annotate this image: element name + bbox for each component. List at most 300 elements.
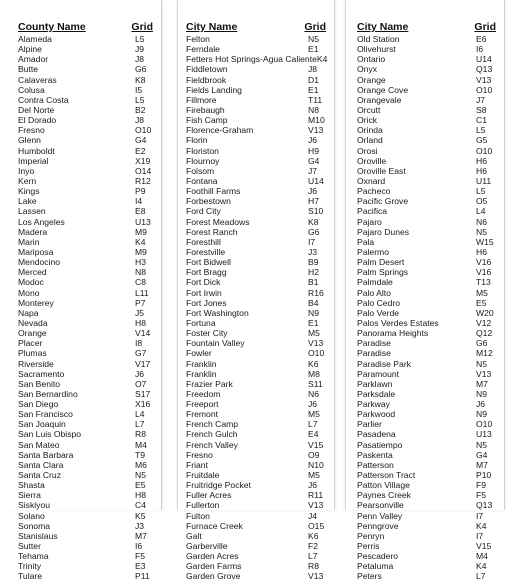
grid-ref: I7 xyxy=(476,510,484,521)
table-row xyxy=(186,490,326,500)
county-name-header: County Name xyxy=(18,21,86,33)
place-name: Palm Desert xyxy=(357,257,405,268)
table-row xyxy=(186,125,326,135)
grid-ref: G4 xyxy=(476,449,488,460)
grid-ref: Q12 xyxy=(476,328,493,339)
grid-ref: I6 xyxy=(135,541,143,552)
grid-ref: H6 xyxy=(476,155,487,166)
place-name: Pacific Grove xyxy=(357,196,409,207)
city-table-2 xyxy=(357,22,496,582)
place-name: Frazier Park xyxy=(186,378,233,389)
table-row xyxy=(186,44,326,54)
city-name-header: City Name xyxy=(357,21,409,33)
grid-ref: O9 xyxy=(308,449,320,460)
table-row xyxy=(186,267,326,277)
table-row xyxy=(18,490,153,500)
place-name: Orick xyxy=(357,115,378,126)
table-row xyxy=(186,85,326,95)
table-row xyxy=(18,44,153,54)
table-row xyxy=(18,419,153,429)
grid-ref: O10 xyxy=(476,419,493,430)
place-name: Fuller Acres xyxy=(186,490,232,501)
place-name: Fort Jones xyxy=(186,297,227,308)
table-row xyxy=(186,470,326,480)
place-name: Petaluma xyxy=(357,561,394,572)
grid-ref: N5 xyxy=(476,226,487,237)
table-row xyxy=(18,105,153,115)
place-name: Freeport xyxy=(186,399,219,410)
place-name: Oroville xyxy=(357,155,387,166)
grid-ref: K8 xyxy=(308,216,319,227)
place-name: Tulare xyxy=(18,571,43,582)
place-name: San Mateo xyxy=(18,439,60,450)
table-row xyxy=(357,318,496,328)
place-name: Stanislaus xyxy=(18,530,58,541)
place-name: Kern xyxy=(18,175,37,186)
place-name: Perris xyxy=(357,541,380,552)
place-name: Patterson xyxy=(357,459,394,470)
place-name: San Luis Obispo xyxy=(18,429,82,440)
grid-ref: U13 xyxy=(135,216,151,227)
grid-ref: W15 xyxy=(476,236,494,247)
place-name: French Valley xyxy=(186,439,238,450)
table-row xyxy=(186,257,326,267)
table-row xyxy=(357,105,496,115)
place-name: Placer xyxy=(18,338,43,349)
place-name: Pacheco xyxy=(357,186,391,197)
place-name: Butte xyxy=(18,64,39,75)
place-name: Fieldbrook xyxy=(186,74,227,85)
place-name: Ferndale xyxy=(186,44,220,55)
grid-ref: G4 xyxy=(135,135,147,146)
place-name: Fountain Valley xyxy=(186,338,245,349)
table-row xyxy=(186,500,326,510)
grid-ref: O10 xyxy=(476,145,493,156)
place-name: Friant xyxy=(186,459,208,470)
grid-ref: L5 xyxy=(135,34,145,44)
county-table-rows xyxy=(18,34,153,582)
table-row xyxy=(18,95,153,105)
place-name: Fish Camp xyxy=(186,115,228,126)
grid-ref: J7 xyxy=(308,165,318,176)
place-name: Forbestown xyxy=(186,196,231,207)
table-row xyxy=(357,561,496,571)
table-row xyxy=(186,146,326,156)
table-row xyxy=(357,288,496,298)
table-row xyxy=(357,237,496,247)
place-name: Parkwood xyxy=(357,409,396,420)
grid-ref: H2 xyxy=(308,267,319,278)
place-name: Palmdale xyxy=(357,277,393,288)
table-row xyxy=(357,531,496,541)
place-name: Garden Farms xyxy=(186,561,242,572)
grid-ref: N10 xyxy=(308,459,324,470)
table-row xyxy=(186,379,326,389)
table-row xyxy=(18,429,153,439)
table-row xyxy=(186,389,326,399)
grid-ref: J3 xyxy=(308,246,318,257)
grid-ref: L7 xyxy=(308,551,318,562)
grid-ref: J6 xyxy=(476,399,486,410)
grid-ref: K6 xyxy=(308,358,319,369)
grid-ref: U11 xyxy=(476,175,492,186)
place-name: Folsom xyxy=(186,165,215,176)
table-row xyxy=(357,328,496,338)
place-name: Shasta xyxy=(18,480,45,491)
table-row xyxy=(18,125,153,135)
grid-ref: J7 xyxy=(476,94,486,105)
grid-ref: N8 xyxy=(135,267,146,278)
table-row xyxy=(18,166,153,176)
grid-ref: N5 xyxy=(308,34,319,44)
grid-ref: O10 xyxy=(476,84,493,95)
city-index-panel-2 xyxy=(345,0,505,582)
place-name: Palo Verde xyxy=(357,307,400,318)
grid-ref: J6 xyxy=(308,480,318,491)
place-name: Los Angeles xyxy=(18,216,65,227)
place-name: Fresno xyxy=(18,125,45,136)
place-name: Paradise xyxy=(357,338,391,349)
table-row xyxy=(186,135,326,145)
grid-ref: S10 xyxy=(308,206,324,217)
table-row xyxy=(357,267,496,277)
place-name: Freedom xyxy=(186,388,221,399)
grid-ref: J9 xyxy=(135,44,145,55)
table-row xyxy=(18,389,153,399)
grid-ref: B2 xyxy=(135,104,146,115)
grid-ref: G4 xyxy=(308,155,320,166)
grid-ref: J4 xyxy=(308,510,318,521)
place-name: Patton Village xyxy=(357,480,410,491)
place-name: Nevada xyxy=(18,317,48,328)
grid-ref: R8 xyxy=(308,561,319,572)
table-row xyxy=(18,409,153,419)
table-row xyxy=(18,196,153,206)
table-row xyxy=(18,277,153,287)
table-row xyxy=(18,541,153,551)
grid-ref: E6 xyxy=(476,34,487,44)
table-row xyxy=(18,156,153,166)
place-name: Patterson Tract xyxy=(357,470,416,481)
table-row xyxy=(186,440,326,450)
grid-ref: N6 xyxy=(476,216,487,227)
table-row xyxy=(357,521,496,531)
table-row xyxy=(357,186,496,196)
city-table-2-header xyxy=(357,22,496,33)
place-name: Paskenta xyxy=(357,449,393,460)
table-row xyxy=(186,399,326,409)
grid-ref: J6 xyxy=(135,368,145,379)
place-name: Old Station xyxy=(357,34,400,44)
table-row xyxy=(357,399,496,409)
table-row xyxy=(357,217,496,227)
place-name: Fort Dick xyxy=(186,277,221,288)
grid-ref: M7 xyxy=(476,378,488,389)
table-row xyxy=(18,85,153,95)
table-row xyxy=(18,227,153,237)
place-name: San Bernardino xyxy=(18,388,78,399)
table-row xyxy=(186,511,326,521)
table-row xyxy=(18,531,153,541)
place-name: Fort Bidwell xyxy=(186,257,231,268)
grid-ref: M5 xyxy=(308,328,320,339)
grid-ref: J6 xyxy=(308,186,318,197)
place-name: Fortuna xyxy=(186,317,216,328)
place-name: Penryn xyxy=(357,530,385,541)
place-name: Pajaro Dunes xyxy=(357,226,410,237)
grid-ref: X16 xyxy=(135,399,151,410)
grid-ref: G6 xyxy=(308,226,320,237)
grid-ref: I7 xyxy=(476,530,484,541)
grid-ref: V12 xyxy=(476,317,492,328)
table-row xyxy=(357,308,496,318)
table-row xyxy=(357,95,496,105)
place-name: Sacramento xyxy=(18,368,65,379)
table-row xyxy=(18,561,153,571)
grid-ref: M12 xyxy=(476,348,493,359)
county-table xyxy=(18,22,153,582)
table-row xyxy=(186,227,326,237)
place-name: Orland xyxy=(357,135,383,146)
place-name: Glenn xyxy=(18,135,41,146)
grid-ref: J6 xyxy=(308,135,318,146)
table-row xyxy=(186,34,326,44)
table-row xyxy=(357,135,496,145)
table-row xyxy=(357,369,496,379)
place-name: Santa Cruz xyxy=(18,470,61,481)
table-row xyxy=(357,470,496,480)
grid-ref: C8 xyxy=(135,277,146,288)
grid-ref: M8 xyxy=(308,368,320,379)
place-name: Foothill Farms xyxy=(186,186,241,197)
table-row xyxy=(357,64,496,74)
place-name: Orosi xyxy=(357,145,378,156)
place-name: Parlier xyxy=(357,419,382,430)
table-row xyxy=(357,146,496,156)
place-name: Inyo xyxy=(18,165,35,176)
table-row xyxy=(357,460,496,470)
table-row xyxy=(18,521,153,531)
table-row xyxy=(357,379,496,389)
place-name: French Camp xyxy=(186,419,239,430)
grid-ref: O7 xyxy=(135,378,147,389)
grid-ref: F5 xyxy=(476,490,487,501)
table-row xyxy=(186,328,326,338)
table-row xyxy=(186,409,326,419)
grid-ref: B4 xyxy=(308,297,319,308)
place-name: Pescadero xyxy=(357,551,399,562)
grid-ref: M10 xyxy=(308,115,325,126)
grid-ref: K4 xyxy=(135,236,146,247)
city-grid-header: Grid xyxy=(304,21,326,33)
grid-ref: J8 xyxy=(308,64,318,75)
grid-ref: V17 xyxy=(135,358,151,369)
table-row xyxy=(186,308,326,318)
place-name: Palermo xyxy=(357,246,389,257)
table-row xyxy=(186,95,326,105)
table-row xyxy=(18,369,153,379)
table-row xyxy=(18,399,153,409)
table-row xyxy=(357,419,496,429)
table-row xyxy=(18,440,153,450)
place-name: Orange xyxy=(357,74,386,85)
table-row xyxy=(18,348,153,358)
table-row xyxy=(18,450,153,460)
place-name: San Joaquin xyxy=(18,419,66,430)
grid-ref: M6 xyxy=(135,459,147,470)
grid-ref: V15 xyxy=(308,439,324,450)
place-name: Sonoma xyxy=(18,520,51,531)
place-name: San Diego xyxy=(18,399,59,410)
place-name: Peters xyxy=(357,571,382,582)
table-row xyxy=(18,359,153,369)
place-name: Panorama Heights xyxy=(357,328,429,339)
city-grid-header: Grid xyxy=(474,21,496,33)
place-name: Garberville xyxy=(186,541,228,552)
place-name: Palos Verdes Estates xyxy=(357,317,439,328)
place-name: Orinda xyxy=(357,125,383,136)
grid-ref: M7 xyxy=(135,530,147,541)
table-row xyxy=(186,75,326,85)
grid-ref: V13 xyxy=(476,74,492,85)
table-row xyxy=(18,115,153,125)
table-row xyxy=(357,277,496,287)
table-row xyxy=(186,429,326,439)
grid-ref: J5 xyxy=(135,307,145,318)
table-row xyxy=(186,551,326,561)
place-name: Modoc xyxy=(18,277,44,288)
place-name: Solano xyxy=(18,510,45,521)
grid-ref: J8 xyxy=(135,115,145,126)
grid-ref: J3 xyxy=(135,520,145,531)
grid-ref: F2 xyxy=(308,541,319,552)
place-name: San Benito xyxy=(18,378,61,389)
table-row xyxy=(357,247,496,257)
grid-ref: E2 xyxy=(135,145,146,156)
place-name: Palo Alto xyxy=(357,287,391,298)
grid-ref: O14 xyxy=(135,165,152,176)
table-row xyxy=(357,298,496,308)
place-name: Orange xyxy=(18,328,47,339)
grid-ref: E5 xyxy=(135,480,146,491)
place-name: Orangevale xyxy=(357,94,402,105)
table-row xyxy=(186,105,326,115)
grid-ref: S17 xyxy=(135,388,151,399)
grid-ref: E8 xyxy=(135,206,146,217)
grid-ref: S8 xyxy=(476,104,487,115)
table-row xyxy=(186,359,326,369)
table-row xyxy=(357,409,496,419)
table-row xyxy=(357,490,496,500)
table-row xyxy=(357,85,496,95)
place-name: Penn Valley xyxy=(357,510,403,521)
table-row xyxy=(186,247,326,257)
table-row xyxy=(18,338,153,348)
place-name: Plumas xyxy=(18,348,47,359)
table-row xyxy=(357,196,496,206)
table-row xyxy=(186,460,326,470)
grid-ref: N8 xyxy=(308,104,319,115)
table-row xyxy=(186,450,326,460)
grid-ref: N5 xyxy=(476,439,487,450)
table-row xyxy=(186,318,326,328)
grid-ref: O10 xyxy=(135,125,152,136)
place-name: Fruitridge Pocket xyxy=(186,480,251,491)
place-name: Penngrove xyxy=(357,520,399,531)
grid-ref: E1 xyxy=(308,84,319,95)
table-row xyxy=(357,500,496,510)
grid-ref: N9 xyxy=(476,409,487,420)
place-name: Imperial xyxy=(18,155,49,166)
city-table-2-rows xyxy=(357,34,496,582)
place-name: Oxnard xyxy=(357,175,386,186)
place-name: Franklin xyxy=(186,368,217,379)
place-name: Forestville xyxy=(186,246,226,257)
grid-ref: C4 xyxy=(135,500,146,511)
place-name: Furnace Creek xyxy=(186,520,243,531)
place-name: Ontario xyxy=(357,54,386,65)
grid-ref: X19 xyxy=(135,155,151,166)
place-name: Forest Meadows xyxy=(186,216,250,227)
grid-ref: V13 xyxy=(308,571,324,582)
table-row xyxy=(357,166,496,176)
table-row xyxy=(186,64,326,74)
grid-ref: U14 xyxy=(476,54,492,65)
table-row xyxy=(18,267,153,277)
grid-ref: V13 xyxy=(476,368,492,379)
table-row xyxy=(357,54,496,64)
city-table-1-rows xyxy=(186,34,326,582)
place-name: Fruitdale xyxy=(186,470,220,481)
place-name: Foresthill xyxy=(186,236,221,247)
grid-ref: I7 xyxy=(308,236,316,247)
table-row xyxy=(186,561,326,571)
grid-ref: I6 xyxy=(476,44,484,55)
table-row xyxy=(186,288,326,298)
table-row xyxy=(18,328,153,338)
grid-ref: H3 xyxy=(135,257,146,268)
place-name: Galt xyxy=(186,530,202,541)
grid-ref: P11 xyxy=(135,571,150,582)
table-row xyxy=(186,531,326,541)
place-name: Florence-Graham xyxy=(186,125,254,136)
place-name: Kings xyxy=(18,186,40,197)
grid-ref: W20 xyxy=(476,307,494,318)
place-name: Riverside xyxy=(18,358,54,369)
place-name: Parksdale xyxy=(357,388,396,399)
place-name: Fort Bragg xyxy=(186,267,227,278)
table-row xyxy=(357,176,496,186)
table-row xyxy=(186,166,326,176)
grid-ref: M7 xyxy=(476,459,488,470)
place-name: Franklin xyxy=(186,358,217,369)
place-name: Fresno xyxy=(186,449,213,460)
table-row xyxy=(186,348,326,358)
county-table-header xyxy=(18,22,153,33)
grid-ref: U14 xyxy=(308,175,324,186)
grid-ref: V16 xyxy=(476,267,492,278)
place-name: Fields Landing xyxy=(186,84,242,95)
grid-ref: D1 xyxy=(308,74,319,85)
county-grid-header: Grid xyxy=(131,21,153,33)
grid-ref: L5 xyxy=(476,125,486,136)
table-row xyxy=(357,389,496,399)
grid-ref: V13 xyxy=(308,500,324,511)
table-row xyxy=(186,338,326,348)
table-row xyxy=(18,217,153,227)
table-row xyxy=(18,308,153,318)
table-row xyxy=(186,54,326,64)
